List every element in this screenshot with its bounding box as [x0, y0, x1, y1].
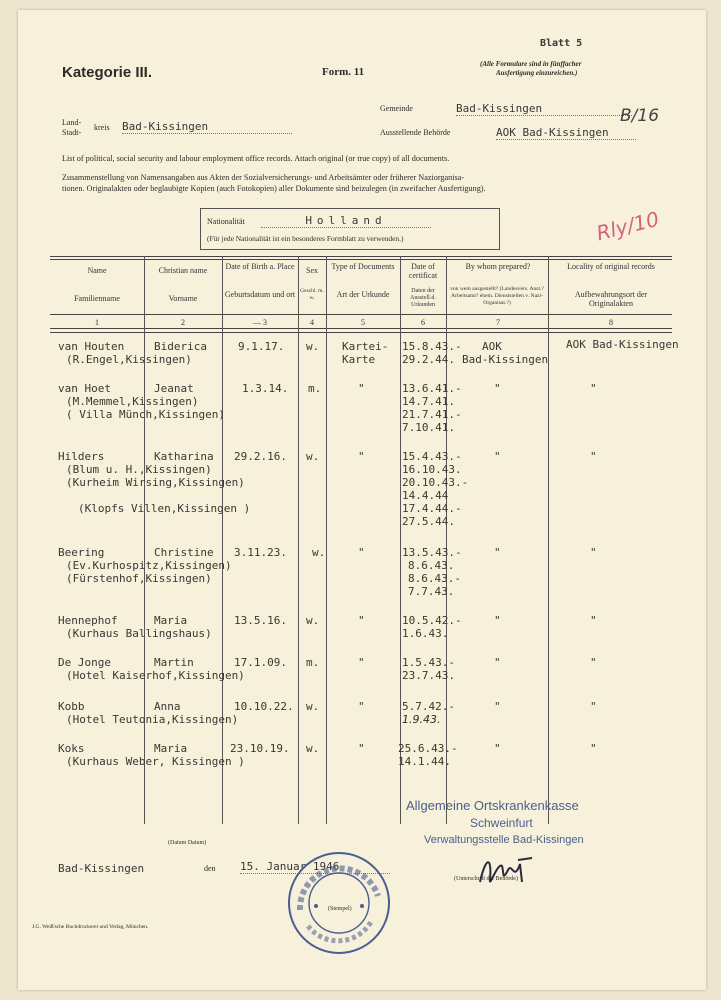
col-by-num: 7 — [496, 318, 500, 327]
row-vorname: Maria — [154, 614, 188, 627]
instructions-german-1: Zusammenstellung von Namensangaben aus Akten der Sozialversicherungs- und Arbeitsämter oder früherer Naziorganisa- — [62, 173, 465, 182]
row-doc: " — [358, 546, 365, 559]
col-by-en: By whom prepared? — [465, 262, 531, 271]
row-vorname: Maria — [154, 742, 188, 755]
row-by: " — [494, 656, 501, 669]
behoerde-label: Ausstellende Behörde — [380, 128, 451, 137]
col-by-de: von wem ausgestellt? (Landesvers. Anst.? Arbeitsamt? ehem. Dienststellen v. Nazi-Organisat.?) — [450, 286, 544, 306]
row-doc: Kartei- — [342, 340, 389, 353]
row-sex: w. — [306, 700, 320, 713]
col-vorname-de: Vorname — [168, 294, 198, 303]
row-date: 15.8.43.- — [402, 340, 462, 353]
row-by: " — [494, 700, 501, 713]
row-name: Hennephof — [58, 614, 118, 627]
unterschrift-label: (Unterschrift der Behörde) — [454, 876, 518, 882]
nationality-value: Holland — [261, 214, 431, 228]
row-date: 14.4.44 — [402, 489, 449, 502]
row-by: " — [494, 742, 501, 755]
nationality-label: Nationalität — [207, 217, 245, 226]
kreis-label: kreis — [94, 123, 110, 132]
col-doc-num: 5 — [361, 318, 365, 327]
col-vorname-num: 2 — [181, 318, 185, 327]
row-doc: " — [358, 382, 365, 395]
row-loc: AOK Bad-Kissingen — [566, 338, 679, 351]
row-date: 13.5.43.- — [402, 546, 462, 559]
stadt-label: Stadt- — [62, 128, 82, 137]
col-birth-de: Geburtsdatum und ort — [224, 290, 296, 299]
col-date-num: 6 — [421, 318, 425, 327]
row-doc: " — [358, 656, 365, 669]
row-vorname: Christine — [154, 546, 214, 559]
row-by: " — [494, 382, 501, 395]
row-by: " — [494, 546, 501, 559]
kategorie-title: Kategorie III. — [62, 64, 153, 81]
row-doc: " — [358, 450, 365, 463]
row-by-2: Bad-Kissingen — [462, 353, 549, 366]
nationality-note: (Für jede Nationalität ist ein besonderes Formblatt zu verwenden.) — [207, 234, 404, 243]
row-name: Kobb — [58, 700, 85, 713]
row-sex: w. — [306, 614, 320, 627]
row-address: (M.Memmel,Kissingen) — [66, 395, 199, 408]
row-address: (Kurhaus Ballingshaus) — [66, 627, 212, 640]
col-doc-en: Type of Documents — [331, 262, 395, 271]
instructions-english: List of political, social security and labour employment office records. Attach original (or true copy) of all documents. — [62, 154, 450, 163]
round-seal-icon — [286, 850, 392, 956]
row-date: 15.4.43.- — [402, 450, 462, 463]
col-date-de: Daten der Ausstell.d. Urkunden — [410, 288, 436, 308]
col-sex-en: Sex — [306, 266, 318, 275]
row-date: 1.6.43. — [402, 627, 449, 640]
col-name-en: Name — [87, 266, 107, 275]
row-address: (Klopfs Villen,Kissingen ) — [78, 502, 251, 515]
behoerde-value: AOK Bad-Kissingen — [496, 126, 636, 140]
agency-stamp-line-2: Schweinfurt — [470, 816, 533, 830]
row-birth: 17.1.09. — [234, 656, 287, 669]
signature-icon — [474, 852, 536, 894]
copies-note-1: (Alle Formulare sind in fünffacher — [480, 60, 582, 68]
row-name: van Houten — [58, 340, 125, 353]
row-date: 1.5.43.- — [402, 656, 455, 669]
row-birth: 23.10.19. — [230, 742, 290, 755]
col-sex-de: Geschl. m. w. — [300, 288, 324, 301]
col-divider-4 — [326, 256, 327, 824]
form-number: Form. 11 — [322, 66, 365, 78]
row-sex: m. — [306, 656, 320, 669]
land-label: Land- — [62, 118, 82, 127]
row-doc: " — [358, 614, 365, 627]
row-birth: 1.3.14. — [242, 382, 289, 395]
row-address: ( Villa Münch,Kissingen) — [66, 408, 225, 421]
col-divider-3 — [298, 256, 299, 824]
row-loc: " — [590, 656, 597, 669]
row-date: 13.6.41.- — [402, 382, 462, 395]
row-name: Koks — [58, 742, 85, 755]
row-name: Beering — [58, 546, 105, 559]
col-doc-de: Art der Urkunde — [336, 290, 390, 299]
row-sex: w. — [306, 450, 320, 463]
row-date-handwritten: 1.9.43. — [402, 713, 441, 726]
row-address: (Fürstenhof,Kissingen) — [66, 572, 212, 585]
datum-label: (Datum Datum) — [168, 840, 207, 846]
col-divider-2 — [222, 256, 223, 824]
row-date: 21.7.41.- — [402, 408, 462, 421]
col-name-num: 1 — [95, 318, 99, 327]
col-divider-1 — [144, 256, 145, 824]
row-name: De Jonge — [58, 656, 111, 669]
row-date: 23.7.43. — [402, 669, 455, 682]
row-date: 25.6.43.- — [398, 742, 458, 755]
printer-imprint: J.G. Weiß'sche Buchdruckerei und Verlag, München. — [32, 924, 149, 930]
copies-note-2: Ausfertigung einzureichen.) — [496, 69, 578, 77]
row-by: " — [494, 614, 501, 627]
row-birth: 3.11.23. — [234, 546, 287, 559]
row-date: 8.6.43. — [408, 559, 455, 572]
row-birth: 10.10.22. — [234, 700, 294, 713]
row-vorname: Anna — [154, 700, 181, 713]
stempel-label: (Stempel) — [328, 906, 352, 912]
row-date: 7.10.41. — [402, 421, 455, 434]
row-address: (Hotel Teutonia,Kissingen) — [66, 713, 239, 726]
row-vorname: Jeanat — [154, 382, 194, 395]
row-by: AOK — [482, 340, 502, 353]
row-name: Hilders — [58, 450, 105, 463]
footer-place: Bad-Kissingen — [58, 862, 145, 875]
row-name: van Hoet — [58, 382, 111, 395]
row-date: 8.6.43.- — [408, 572, 461, 585]
agency-stamp-line-1: Allgemeine Ortskrankenkasse — [406, 798, 579, 813]
instructions-german-2: tionen. Originalakten oder beglaubigte Kopien (auch Fotokopien) aller Dokumente sind beizulegen (in zweifacher Ausfertigung). — [62, 184, 486, 193]
row-loc: " — [590, 614, 597, 627]
row-date: 10.5.42.- — [402, 614, 462, 627]
col-vorname-en: Christian name — [158, 266, 208, 275]
col-birth-num: — 3 — [253, 318, 267, 327]
row-birth: 13.5.16. — [234, 614, 287, 627]
row-date: 29.2.44. — [402, 353, 455, 366]
gemeinde-label: Gemeinde — [380, 104, 413, 113]
footer-den: den — [204, 864, 216, 873]
row-date: 14.7.41. — [402, 395, 455, 408]
col-divider-7 — [548, 256, 549, 824]
nationality-box — [200, 208, 500, 250]
row-date: 16.10.43. — [402, 463, 462, 476]
row-address: (Blum u. H.,Kissingen) — [66, 463, 212, 476]
row-vorname: Martin — [154, 656, 194, 669]
row-loc: " — [590, 742, 597, 755]
col-sex-num: 4 — [310, 318, 314, 327]
handwritten-ref: B/16 — [620, 106, 660, 126]
row-address: (R.Engel,Kissingen) — [66, 353, 192, 366]
gemeinde-value: Bad-Kissingen — [456, 102, 632, 116]
col-loc-de: Aufbewahrungsort der Originalakten — [574, 290, 648, 308]
row-by: " — [494, 450, 501, 463]
agency-stamp-line-3: Verwaltungsstelle Bad-Kissingen — [424, 834, 584, 846]
red-pencil-mark: Rly/10 — [594, 206, 662, 246]
row-loc: " — [590, 382, 597, 395]
row-address: (Hotel Kaiserhof,Kissingen) — [66, 669, 245, 682]
row-loc: " — [590, 450, 597, 463]
col-date-en: Date of certificat — [408, 262, 438, 280]
row-address: (Ev.Kurhospitz,Kissingen) — [66, 559, 232, 572]
row-doc-2: Karte — [342, 353, 376, 366]
row-birth: 9.1.17. — [238, 340, 285, 353]
col-loc-num: 8 — [609, 318, 613, 327]
row-loc: " — [590, 700, 597, 713]
row-birth: 29.2.16. — [234, 450, 287, 463]
row-date: 5.7.42.- — [402, 700, 455, 713]
row-vorname: Biderica — [154, 340, 207, 353]
footer-date: 15. Januar 1946 — [240, 860, 390, 874]
row-doc: " — [358, 700, 365, 713]
row-date: 17.4.44.- — [402, 502, 462, 515]
document-sheet — [18, 10, 706, 990]
row-sex: w. — [306, 742, 320, 755]
row-sex: w. — [306, 340, 320, 353]
col-name-de: Familienname — [74, 294, 120, 303]
blatt-number: Blatt 5 — [540, 38, 583, 49]
row-date: 27.5.44. — [402, 515, 455, 528]
row-loc: " — [590, 546, 597, 559]
col-birth-en: Date of Birth a. Place — [225, 262, 295, 271]
row-vorname: Katharina — [154, 450, 214, 463]
row-sex: m. — [308, 382, 322, 395]
row-sex: w. — [312, 546, 326, 559]
kreis-value: Bad-Kissingen — [122, 120, 292, 134]
col-loc-en: Locality of original records — [567, 262, 655, 271]
row-date: 20.10.43.- — [402, 476, 469, 489]
row-address: (Kurheim Wirsing,Kissingen) — [66, 476, 245, 489]
row-doc: " — [358, 742, 365, 755]
col-divider-5 — [400, 256, 401, 824]
row-address: (Kurhaus Weber, Kissingen ) — [66, 755, 245, 768]
row-date: 14.1.44. — [398, 755, 451, 768]
row-date: 7.7.43. — [408, 585, 455, 598]
